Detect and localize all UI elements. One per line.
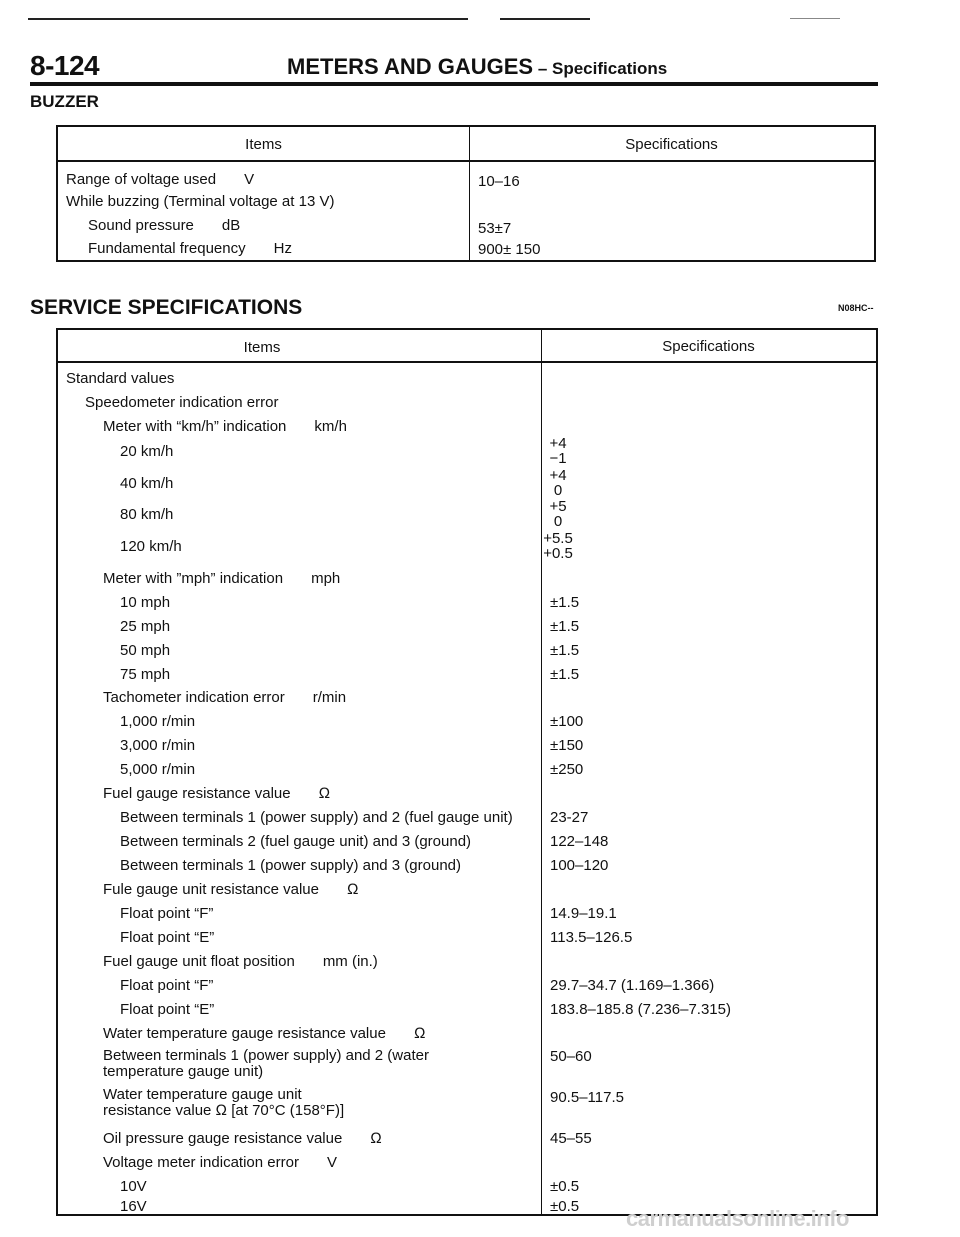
buzzer-unit: dB [221,217,241,234]
service-row [103,953,378,970]
service-row [103,1025,425,1042]
service-item: 20 km/h [120,443,174,460]
service-row [103,785,330,802]
service-row-wrapped [103,1087,358,1119]
service-row [85,394,278,411]
service-item: Oil pressure gauge resistance value [103,1130,343,1147]
service-row [120,443,173,460]
service-row [120,642,170,659]
upper-tolerance: +4 [549,435,567,452]
buzzer-item: Range of voltage used [66,171,217,188]
service-row [120,929,214,946]
service-item: 120 km/h [120,538,182,555]
service-spec: ±1.5 [550,594,580,611]
service-item: Standard values [66,370,175,387]
service-spec: 113.5–126.5 [550,929,633,946]
buzzer-header-items: Items [245,136,282,153]
service-spec: ±1.5 [550,666,580,683]
service-item: Meter with ”mph” indication [103,570,284,587]
upper-tolerance: +4 [549,467,567,484]
service-row [120,737,195,754]
service-section-title: SERVICE SPECIFICATIONS [30,296,303,319]
service-row [120,713,195,730]
service-item: 25 mph [120,618,171,635]
service-row [103,418,347,435]
service-item: Float point “F” [120,905,214,922]
buzzer-table [56,125,876,262]
section-code: N08HC-- [838,303,874,313]
service-spec: ±150 [550,737,584,754]
service-unit: Ω [370,1130,382,1147]
service-item: Float point “E” [120,929,215,946]
buzzer-row [88,240,292,257]
service-spec: 183.8–185.8 (7.236–7.315) [550,1001,731,1018]
service-spec: ±1.5 [550,642,580,659]
tolerance-stack [533,531,583,561]
service-row [120,809,513,826]
tolerance-stack [533,468,583,498]
service-row [120,761,195,778]
service-header-items: Items [243,339,281,356]
service-row [120,666,170,683]
service-row [120,594,170,611]
buzzer-unit: Hz [273,240,292,257]
service-spec: 45–55 [550,1130,592,1147]
service-item: Meter with “km/h” indication [103,418,287,435]
service-header-specs: Specifications [662,338,755,355]
service-row [120,1198,147,1215]
buzzer-spec: 53±7 [478,220,512,237]
service-item: Fule gauge unit resistance value [103,881,319,898]
tolerance-stack [533,499,583,529]
service-row [120,538,182,555]
service-unit: r/min [312,689,347,706]
buzzer-row [66,193,334,210]
service-item: Tachometer indication error [103,689,285,706]
service-row [103,881,359,898]
service-item: 10 mph [120,594,171,611]
service-item: Voltage meter indication error [103,1154,299,1171]
top-rule-mid [500,18,590,20]
service-unit: mm (in.) [322,953,378,970]
service-item: Fuel gauge unit float position [103,953,295,970]
service-row [103,570,340,587]
header-rule [30,82,878,86]
service-spec: 50–60 [550,1048,592,1065]
service-item: Between terminals 2 (fuel gauge unit) and 3 (ground) [120,833,472,850]
service-unit: Ω [318,785,331,802]
top-rule-left [28,18,468,20]
service-item: Speedometer indication error [85,394,279,411]
service-unit: Ω [413,1025,426,1042]
buzzer-section-title: BUZZER [30,92,99,111]
service-spec: 14.9–19.1 [550,905,617,922]
buzzer-unit: V [244,171,255,188]
service-item: 80 km/h [120,506,174,523]
page-title [287,54,667,80]
page-subtitle: – Specifications [533,59,668,78]
upper-tolerance: +5.5 [543,530,573,547]
buzzer-spec: 10–16 [478,173,520,190]
lower-tolerance: 0 [553,482,563,499]
service-item: Water temperature gauge resistance value [103,1025,386,1042]
tolerance-stack [533,436,583,466]
service-item: Between terminals 1 (power supply) and 3 (ground) [120,857,462,874]
service-row [103,1130,382,1147]
service-unit: V [326,1154,337,1171]
lower-tolerance: +0.5 [543,545,573,562]
service-item: 50 mph [120,642,171,659]
service-item: Float point “E” [120,1001,215,1018]
upper-tolerance: +5 [549,498,567,515]
service-row [103,1154,337,1171]
service-item: Float point “F” [120,977,214,994]
buzzer-item: While buzzing (Terminal voltage at 13 V) [66,193,335,210]
watermark: carmanualsonline.info [626,1206,849,1231]
service-item: Between terminals 1 (power supply) and 2 (fuel gauge unit) [120,809,513,826]
service-spec: 23-27 [550,809,589,826]
service-row [120,618,170,635]
page-title-main: METERS AND GAUGES [287,54,534,79]
lower-tolerance: −1 [549,450,567,467]
service-spec: 29.7–34.7 (1.169–1.366) [550,977,715,994]
service-unit: Ω [346,881,359,898]
service-spec: ±100 [550,713,584,730]
service-item: 40 km/h [120,475,174,492]
buzzer-item: Sound pressure [88,217,194,234]
buzzer-row [66,171,254,188]
service-row [103,689,346,706]
service-spec: 122–148 [550,833,609,850]
service-spec: ±1.5 [550,618,580,635]
service-row [120,857,461,874]
service-unit: mph [311,570,341,587]
service-row [66,370,174,387]
top-rule-right [790,18,840,19]
page-number: 8-124 [30,50,100,81]
lower-tolerance: 0 [553,513,563,530]
service-row-wrapped [103,1048,448,1080]
buzzer-spec: 900± 150 [478,241,541,258]
buzzer-header-specs: Specifications [625,136,718,153]
service-unit: km/h [314,418,347,435]
service-item: 1,000 r/min [120,713,196,730]
service-row [120,977,213,994]
service-item: Fuel gauge resistance value [103,785,291,802]
page-header [30,50,880,80]
buzzer-row [88,217,240,234]
service-spec: 100–120 [550,857,609,874]
service-spec: ±0.5 [550,1178,580,1195]
service-item: 16V [120,1198,147,1215]
service-spec: 90.5–117.5 [550,1089,624,1106]
service-spec: ±0.5 [550,1198,580,1215]
service-specs-table [56,328,878,1216]
buzzer-item: Fundamental frequency [88,240,246,257]
service-item: Water temperature gauge unit resistance value Ω [at 70°C (158°F)] [103,1086,345,1119]
service-row [120,833,471,850]
service-item: Between terminals 1 (power supply) and 2 (water temperature gauge unit) [103,1047,429,1080]
service-row [120,1178,147,1195]
service-item: 5,000 r/min [120,761,196,778]
service-item: 3,000 r/min [120,737,196,754]
service-spec: ±250 [550,761,584,778]
service-item: 75 mph [120,666,171,683]
service-row [120,1001,214,1018]
service-row [120,475,173,492]
service-item: 10V [120,1178,147,1195]
service-row [120,506,173,523]
service-row [120,905,213,922]
